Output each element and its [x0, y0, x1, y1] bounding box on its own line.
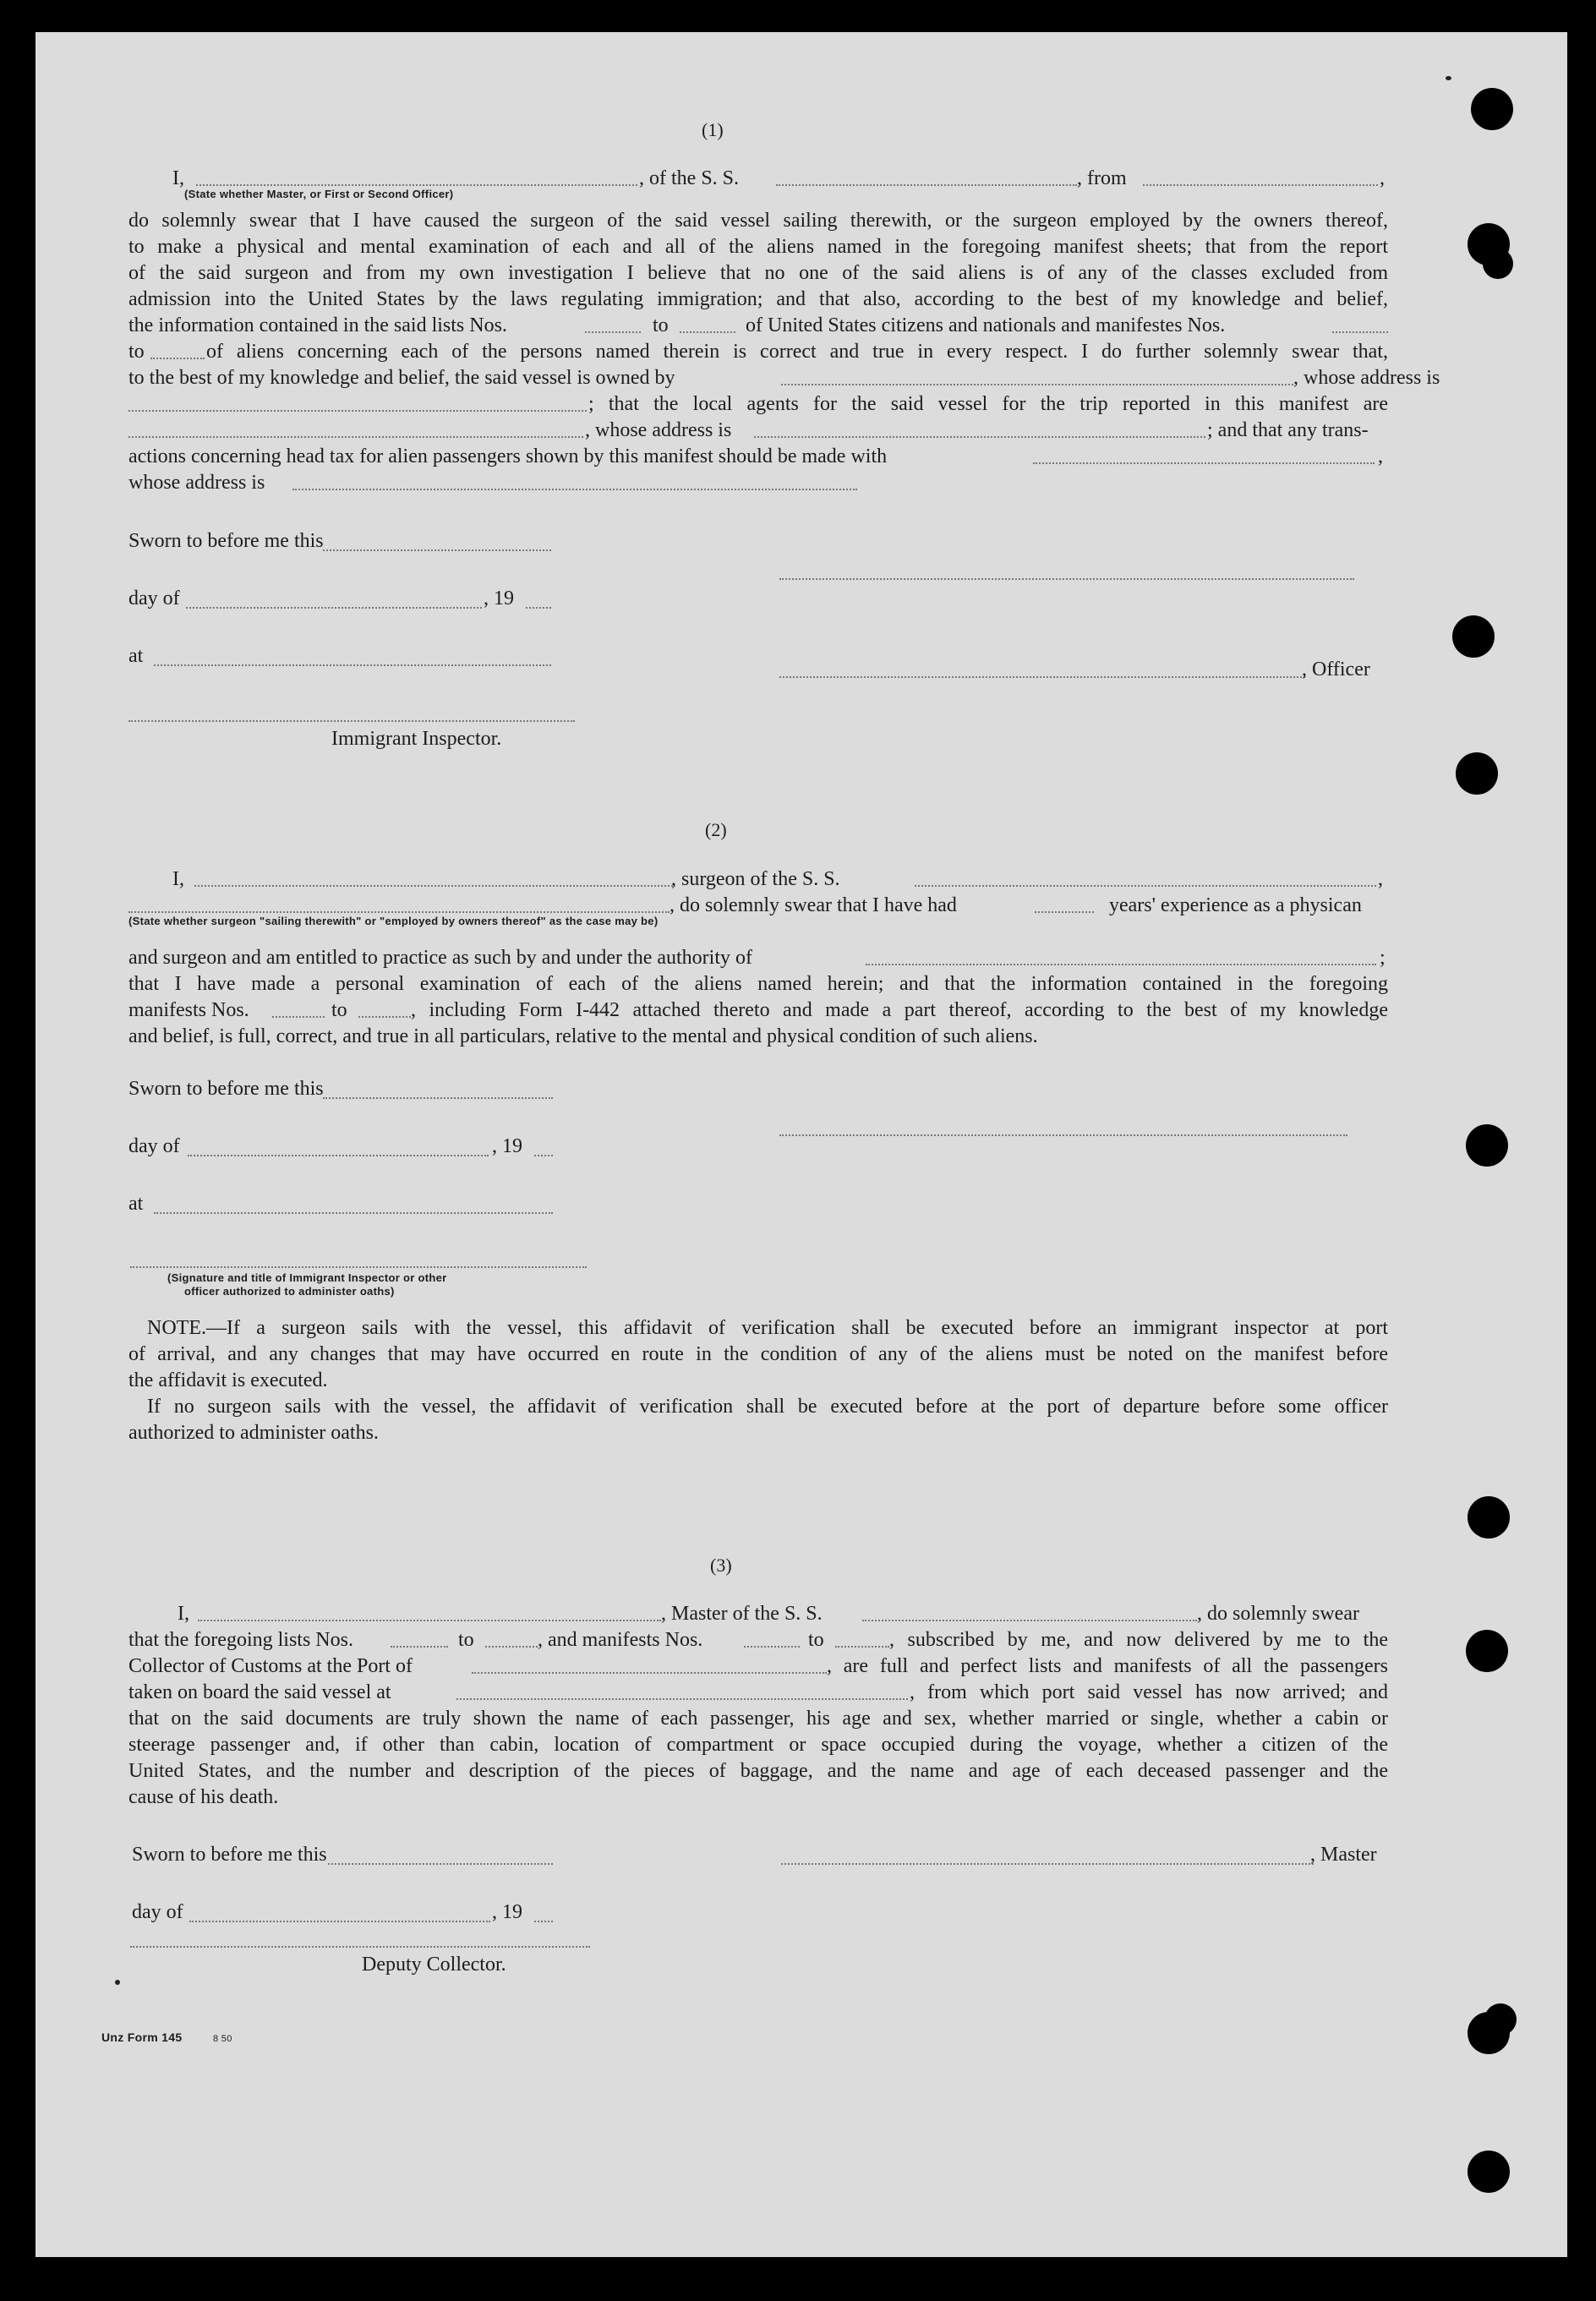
manifests-to-field[interactable] — [835, 1639, 889, 1648]
year-label: , 19 — [492, 1135, 522, 1157]
sworn-label: Sworn to before me this — [128, 1078, 324, 1100]
day-of-label: day of — [132, 1901, 183, 1923]
sworn-date-field[interactable] — [328, 1863, 553, 1865]
year-label: , 19 — [492, 1901, 522, 1923]
section-3-number: (3) — [710, 1555, 732, 1576]
place-field[interactable] — [154, 1212, 553, 1214]
section-1-number: (1) — [702, 119, 724, 140]
note-line: If no surgeon sails with the vessel, the affidavit of verification shall be executed before at the port of departure before some officer — [147, 1396, 1388, 1418]
note-line: the affidavit is executed. — [128, 1369, 328, 1391]
form-code: 8 50 — [213, 2034, 232, 2044]
taken-on-board-line: taken on board the said vessel at , from which port said vessel has now arrived; and — [128, 1681, 1388, 1703]
years-experience-field[interactable] — [1035, 905, 1094, 913]
oath-line: admission into the United States by the laws regulating immigration; and that also, according to the best of my knowledge and belief, — [128, 288, 1388, 310]
binder-hole — [1466, 1630, 1508, 1672]
lists-line: the information contained in the said lists Nos. to of United States citizens and nationals and manifestes Nos. — [128, 313, 1388, 339]
collector-line: Collector of Customs at the Port of , are full and perfect lists and manifests of all the passengers — [128, 1655, 1388, 1677]
documents-line: steerage passenger and, if other than cabin, location of compartment or space occupied during the voyage, whether a citizen of the — [128, 1734, 1388, 1756]
master-label: , Master — [1310, 1844, 1377, 1866]
year-label: , 19 — [484, 588, 514, 609]
year-field[interactable] — [534, 1921, 553, 1922]
oath-line: do solemnly swear that I have caused the surgeon of the said vessel sailing therewith, or the surgeon employed by the owners thereof, — [128, 210, 1388, 232]
oath-line: of the said surgeon and from my own investigation I believe that no one of the said aliens is of any of the classes excluded from — [128, 262, 1388, 284]
surgeon-vessel-field[interactable] — [915, 878, 1376, 887]
inspector-signature-field[interactable] — [130, 1266, 587, 1268]
surgeon-signature-field[interactable] — [779, 1134, 1347, 1136]
note-line: of arrival, and any changes that may have occurred en route in the condition of any of the aliens must be noted on the manifest before — [128, 1343, 1388, 1365]
place-field[interactable] — [154, 664, 551, 666]
year-field[interactable] — [534, 1155, 553, 1156]
manifests-line: manifests Nos. to , including Form I-442 attached thereto and made a part thereof, according to the best of my knowledge — [128, 999, 1388, 1021]
day-field[interactable] — [188, 1155, 489, 1156]
boarding-port-field[interactable] — [456, 1692, 908, 1700]
deputy-collector-label: Deputy Collector. — [362, 1954, 506, 1976]
binder-hole — [1466, 1124, 1508, 1167]
officer-line: I, , of the S. S. , from , — [172, 167, 1385, 189]
head-tax-line: actions concerning head tax for alien passengers shown by this manifest should be made with , — [128, 445, 1383, 467]
day-of-label: day of — [128, 1135, 180, 1157]
surgeon-status-field[interactable] — [128, 905, 670, 913]
officer-signature-field[interactable] — [779, 676, 1305, 678]
examination-line: that I have made a personal examination of each of the aliens named herein; and that the information contained in the foregoing — [128, 973, 1388, 995]
binder-hole — [1483, 249, 1513, 279]
sworn-label: Sworn to before me this — [132, 1844, 327, 1866]
at-label: at — [128, 1193, 144, 1215]
owner-address-field[interactable] — [128, 403, 587, 412]
manifests-from-field[interactable] — [744, 1639, 800, 1648]
signature-note: officer authorized to administer oaths) — [184, 1285, 395, 1298]
oath-line: to make a physical and mental examination of each and all of the aliens named in the foregoing manifest sheets; that from the report — [128, 236, 1388, 258]
binder-hole — [1484, 2003, 1517, 2036]
foregoing-lists-line: that the foregoing lists Nos. to , and manifests Nos. to , subscribed by me, and now delivered by me to the — [128, 1629, 1388, 1651]
owner-line: to the best of my knowledge and belief, the said vessel is owned by , whose address is — [128, 367, 1440, 389]
agents-address-line: , whose address is ; and that any trans- — [128, 418, 1388, 444]
lists-from-field[interactable] — [391, 1639, 448, 1648]
note-line: authorized to administer oaths. — [128, 1422, 379, 1444]
binder-hole — [1468, 2151, 1510, 2193]
documents-line: that on the said documents are truly shown the name of each passenger, his age and sex, whether married or single, whether a cabin or — [128, 1708, 1388, 1730]
master-signature-field[interactable] — [781, 1863, 1314, 1865]
owner-field[interactable] — [781, 377, 1293, 385]
manifests-to-field[interactable] — [150, 351, 205, 359]
surgeon-line: I, , surgeon of the S. S. , — [172, 868, 1383, 890]
collector-signature-field[interactable] — [130, 1946, 590, 1948]
manifests-from-field[interactable] — [272, 1009, 325, 1018]
lists-to-field[interactable] — [485, 1639, 538, 1648]
signature-note: (Signature and title of Immigrant Inspector or other — [167, 1271, 447, 1284]
immigrant-inspector-label: Immigrant Inspector. — [331, 728, 502, 750]
officer-note: (State whether Master, or First or Second Officer) — [184, 188, 454, 200]
officer-signature-line-upper[interactable] — [779, 578, 1354, 580]
agents-address-field[interactable] — [754, 429, 1205, 438]
head-tax-address-field[interactable] — [292, 482, 857, 490]
head-tax-contact-field[interactable] — [1033, 456, 1375, 464]
documents-line: United States, and the number and description of the pieces of baggage, and the name and age of each deceased passenger and the — [128, 1760, 1388, 1782]
form-page — [36, 32, 1567, 2257]
manifests-to-field[interactable] — [358, 1009, 411, 1018]
sworn-date-field[interactable] — [323, 1097, 553, 1099]
paper-speck — [1446, 76, 1451, 80]
year-field[interactable] — [526, 607, 551, 609]
paper-speck — [115, 1980, 120, 1985]
binder-hole — [1468, 1496, 1510, 1539]
vessel-name-field[interactable] — [776, 178, 1077, 186]
aliens-line: to of aliens concerning each of the persons named therein is correct and true in every respect. I do further solemnly swear that, — [128, 341, 1388, 363]
authority-field[interactable] — [866, 957, 1376, 965]
binder-hole — [1456, 752, 1498, 795]
master-line: I, , Master of the S. S. , do solemnly swear — [178, 1603, 1359, 1625]
day-of-label: day of — [128, 588, 180, 609]
day-field[interactable] — [186, 607, 482, 609]
binder-hole — [1452, 615, 1495, 658]
section-2-number: (2) — [705, 819, 727, 840]
master-vessel-field[interactable] — [862, 1613, 1197, 1621]
agents-line: ; that the local agents for the said vessel for the trip reported in this manifest are — [128, 391, 1388, 418]
binder-hole — [1471, 88, 1513, 130]
note-line: NOTE.—If a surgeon sails with the vessel, this affidavit of verification shall be executed before an immigrant inspector at port — [147, 1317, 1388, 1339]
officer-label: , Officer — [1302, 659, 1370, 680]
sworn-date-field[interactable] — [323, 549, 551, 551]
lists-to-field[interactable] — [680, 325, 735, 333]
departure-port-field[interactable] — [1143, 178, 1378, 186]
officer-name-field[interactable] — [196, 178, 637, 186]
day-field[interactable] — [189, 1921, 490, 1922]
surgeon-name-field[interactable] — [194, 878, 673, 887]
inspector-signature-field[interactable] — [128, 720, 575, 722]
sworn-label: Sworn to before me this — [128, 530, 324, 552]
head-tax-address-line: whose address is — [128, 470, 1388, 496]
authority-line: and surgeon and am entitled to practice as such by and under the authority of ; — [128, 947, 1386, 969]
master-name-field[interactable] — [198, 1613, 661, 1621]
surgeon-note: (State whether surgeon "sailing therewith" or "employed by owners thereof" as the case may be) — [128, 915, 659, 927]
belief-line: and belief, is full, correct, and true in all particulars, relative to the mental and physical condition of such aliens. — [128, 1025, 1038, 1047]
at-label: at — [128, 645, 144, 667]
port-field[interactable] — [472, 1665, 827, 1674]
lists-from-field[interactable] — [585, 325, 641, 333]
agents-field[interactable] — [128, 429, 583, 438]
manifests-from-field[interactable] — [1332, 325, 1388, 333]
experience-line: , do solemnly swear that I have had years' experience as a physican — [128, 893, 1388, 919]
documents-line: cause of his death. — [128, 1786, 279, 1808]
form-number: Unz Form 145 — [101, 2030, 183, 2044]
